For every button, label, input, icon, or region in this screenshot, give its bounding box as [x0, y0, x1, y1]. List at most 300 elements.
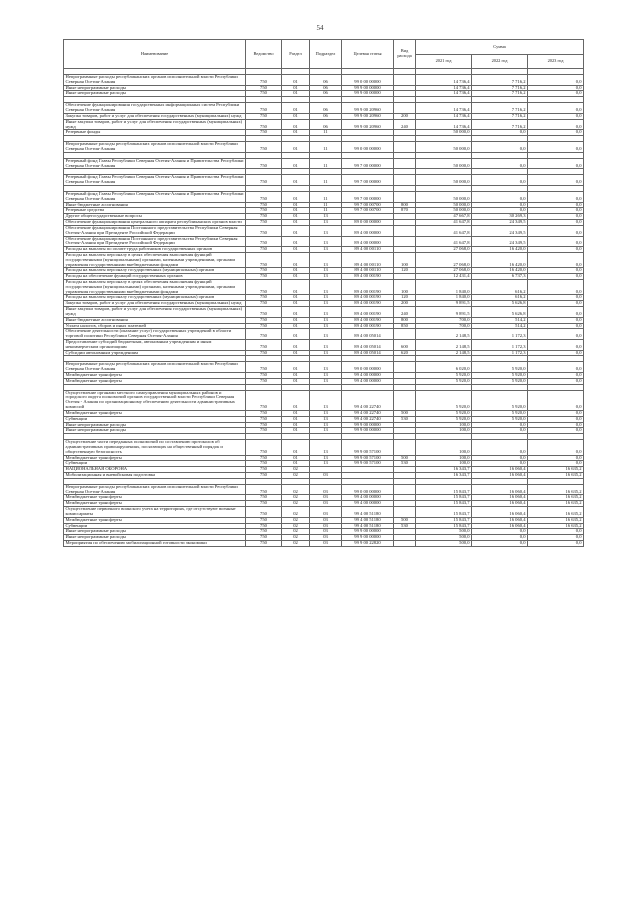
row-sum-2022: 0,0 — [472, 461, 528, 467]
row-name: Резервные фонды — [64, 130, 246, 136]
row-name: Расходы на выплаты персоналу в целях обеспечения выполнения функций государственными (муниципальными) органами, казенными учреждениями, органами управления государственными внебюджетными фондами — [64, 252, 246, 267]
row-sum-2023: 0,0 — [528, 91, 584, 97]
row-section: 01 — [282, 268, 310, 274]
row-name: Осуществление первичного воинского учета на территориях, где отсутствуют военные комиссариаты — [64, 507, 246, 518]
row-subsection: 13 — [310, 317, 342, 323]
row-section: 01 — [282, 142, 310, 153]
row-sum-2023: 0,0 — [528, 113, 584, 119]
row-sum-2022: 5 920,0 — [472, 390, 528, 410]
row-name: Межбюджетные трансферты — [64, 410, 246, 416]
row-sum-2021: 9 891,5 — [416, 301, 472, 307]
row-ministry: 750 — [246, 428, 282, 434]
row-sum-2022: 616,2 — [472, 280, 528, 295]
row-ministry: 750 — [246, 323, 282, 329]
row-sum-2022: 5 920,0 — [472, 373, 528, 379]
row-subsection: 06 — [310, 119, 342, 130]
row-sum-2023: 0,0 — [528, 220, 584, 226]
row-sum-2022: 1 172,3 — [472, 329, 528, 340]
row-sum-2022: 16 060,4 — [472, 484, 528, 495]
row-section: 02 — [282, 467, 310, 473]
row-section: 02 — [282, 529, 310, 535]
row-name: Уплата налогов, сборов и иных платежей — [64, 323, 246, 329]
header-year-2023: 2023 год — [528, 55, 584, 69]
row-sum-2021: 100,0 — [416, 455, 472, 461]
row-sum-2021: 41 647,8 — [416, 236, 472, 247]
header-ministry: Ведомство — [246, 40, 282, 69]
row-section: 01 — [282, 214, 310, 220]
row-sum-2023: 0,0 — [528, 535, 584, 541]
row-section: 01 — [282, 247, 310, 253]
row-section: 01 — [282, 220, 310, 226]
row-sum-2023: 0,0 — [528, 214, 584, 220]
row-expense-type — [394, 362, 416, 373]
row-subsection: 13 — [310, 410, 342, 416]
row-sum-2021: 50 000,0 — [416, 142, 472, 153]
header-name: Наименование — [64, 40, 246, 69]
row-section: 01 — [282, 202, 310, 208]
row-target: 89 4 00 05014 — [342, 350, 394, 356]
row-name: Межбюджетные трансферты — [64, 373, 246, 379]
row-subsection: 13 — [310, 329, 342, 340]
row-sum-2023: 0,0 — [528, 119, 584, 130]
row-sum-2021: 47 667,8 — [416, 214, 472, 220]
row-subsection: 13 — [310, 274, 342, 280]
row-section: 01 — [282, 307, 310, 318]
row-target: 99 7 00 00700 — [342, 208, 394, 214]
row-sum-2023: 0,0 — [528, 416, 584, 422]
row-sum-2023: 0,0 — [528, 422, 584, 428]
row-ministry: 750 — [246, 119, 282, 130]
row-sum-2023: 16 635,2 — [528, 517, 584, 523]
row-name: Иные непрограммные расходы — [64, 535, 246, 541]
row-name: Мобилизационная и вневойсковая подготовка — [64, 473, 246, 479]
row-name: Межбюджетные трансферты — [64, 455, 246, 461]
row-subsection: 13 — [310, 440, 342, 455]
row-subsection: 03 — [310, 495, 342, 501]
row-target: 99 9 00 00000 — [342, 91, 394, 97]
row-subsection: 03 — [310, 535, 342, 541]
row-sum-2021: 5 920,0 — [416, 390, 472, 410]
row-subsection: 13 — [310, 323, 342, 329]
row-sum-2022: 514,2 — [472, 323, 528, 329]
row-name: Расходы на выплаты персоналу в целях обеспечения выполнения функций государственными (муниципальными) органами, казенными учреждениями, органами управления государственными внебюджетными фондами — [64, 280, 246, 295]
row-name: Другие общегосударственные вопросы — [64, 214, 246, 220]
row-sum-2023: 0,0 — [528, 142, 584, 153]
row-sum-2021: 100,0 — [416, 461, 472, 467]
row-name: Межбюджетные трансферты — [64, 495, 246, 501]
row-sum-2023: 0,0 — [528, 339, 584, 350]
row-section: 02 — [282, 495, 310, 501]
row-section: 01 — [282, 362, 310, 373]
row-sum-2021: 15 843,7 — [416, 501, 472, 507]
row-expense-type: 530 — [394, 523, 416, 529]
row-ministry: 750 — [246, 236, 282, 247]
row-sum-2023: 16 635,2 — [528, 467, 584, 473]
row-target: 99 9 00 22820 — [342, 540, 394, 546]
row-ministry: 750 — [246, 317, 282, 323]
row-sum-2022: 16 420,0 — [472, 247, 528, 253]
row-target: 99 4 00 22740 — [342, 390, 394, 410]
row-sum-2021: 14 736,4 — [416, 91, 472, 97]
row-ministry: 750 — [246, 85, 282, 91]
row-subsection: 11 — [310, 202, 342, 208]
header-section: Раздел — [282, 40, 310, 69]
row-section: 01 — [282, 295, 310, 301]
row-sum-2022: 0,0 — [472, 208, 528, 214]
row-sum-2023: 0,0 — [528, 175, 584, 186]
row-subsection: 03 — [310, 517, 342, 523]
budget-table — [63, 39, 584, 547]
row-target: 99 0 00 00000 — [342, 484, 394, 495]
row-name: Обеспечение функционирования Постоянного представительства Республики Северная Осетия-Алания при Президенте Российской Федерации — [64, 225, 246, 236]
row-sum-2021: 6 020,0 — [416, 362, 472, 373]
header-subsection: Подраздел — [310, 40, 342, 69]
row-ministry: 750 — [246, 158, 282, 169]
row-section: 01 — [282, 225, 310, 236]
row-name: Иные непрограммные расходы — [64, 422, 246, 428]
row-sum-2023: 0,0 — [528, 323, 584, 329]
row-sum-2021: 27 068,0 — [416, 247, 472, 253]
header-year-2021: 2021 год — [416, 55, 472, 69]
row-expense-type: 620 — [394, 350, 416, 356]
row-section: 01 — [282, 103, 310, 114]
row-subsection: 11 — [310, 192, 342, 203]
row-expense-type — [394, 236, 416, 247]
row-sum-2023: 0,0 — [528, 373, 584, 379]
row-target: 99 9 00 00000 — [342, 85, 394, 91]
row-name: Обеспечение деятельности (оказание услуг) государственных учреждений в области торговой политики Республики Северная Осетия-Алания — [64, 329, 246, 340]
row-section: 01 — [282, 317, 310, 323]
row-section: 01 — [282, 75, 310, 86]
row-ministry: 750 — [246, 523, 282, 529]
row-sum-2022: 0,0 — [472, 428, 528, 434]
row-sum-2022: 7 716,2 — [472, 103, 528, 114]
row-sum-2021: 14 736,4 — [416, 119, 472, 130]
table-row — [64, 440, 584, 455]
row-section: 01 — [282, 113, 310, 119]
row-subsection: 13 — [310, 378, 342, 384]
table-body — [64, 69, 584, 547]
row-target: 99 4 00 00000 — [342, 378, 394, 384]
row-subsection: 13 — [310, 301, 342, 307]
row-ministry: 750 — [246, 362, 282, 373]
row-expense-type: 600 — [394, 339, 416, 350]
row-section: 01 — [282, 339, 310, 350]
row-sum-2021: 16 343,7 — [416, 473, 472, 479]
row-section: 01 — [282, 130, 310, 136]
row-sum-2022: 1 172,3 — [472, 350, 528, 356]
table-row — [64, 252, 584, 267]
row-target: 99 7 00 00700 — [342, 202, 394, 208]
row-target: 99 0 00 00000 — [342, 362, 394, 373]
row-name: Осуществление органами местного самоуправления муниципальных районов и городского округа полномочий органов государственной власти Республики Северная Осетия - Алания по организационному обеспечению деятельности административных комиссий — [64, 390, 246, 410]
row-subsection: 13 — [310, 390, 342, 410]
row-expense-type — [394, 225, 416, 236]
row-name: Иные непрограммные расходы — [64, 428, 246, 434]
row-section: 01 — [282, 428, 310, 434]
row-section: 01 — [282, 158, 310, 169]
row-expense-type — [394, 142, 416, 153]
row-sum-2021: 16 343,7 — [416, 467, 472, 473]
row-expense-type: 500 — [394, 410, 416, 416]
row-sum-2023: 0,0 — [528, 208, 584, 214]
row-sum-2021: 41 647,8 — [416, 225, 472, 236]
row-sum-2021: 50 000,0 — [416, 202, 472, 208]
table-row — [64, 75, 584, 86]
row-sum-2023: 0,0 — [528, 85, 584, 91]
row-expense-type — [394, 158, 416, 169]
row-ministry: 750 — [246, 175, 282, 186]
row-sum-2023: 0,0 — [528, 274, 584, 280]
row-target: 89 4 00 00110 — [342, 268, 394, 274]
row-sum-2023: 16 635,2 — [528, 523, 584, 529]
row-section: 02 — [282, 540, 310, 546]
row-ministry: 750 — [246, 339, 282, 350]
table-row — [64, 119, 584, 130]
row-target: 99 7 00 00000 — [342, 175, 394, 186]
row-target: 89 4 00 00000 — [342, 236, 394, 247]
row-target: 99 7 00 00000 — [342, 192, 394, 203]
row-name: Резервный фонд Главы Республики Северная Осетия-Алания и Правительства Республики Северная Осетия-Алания — [65, 191, 244, 201]
row-section: 01 — [282, 378, 310, 384]
row-section: 01 — [282, 323, 310, 329]
row-ministry: 750 — [246, 467, 282, 473]
row-ministry: 750 — [246, 220, 282, 226]
row-ministry: 750 — [246, 208, 282, 214]
row-name: Непрограммные расходы республиканских органов исполнительной власти Республики Северная Осетия-Алания — [64, 362, 246, 373]
row-ministry: 750 — [246, 247, 282, 253]
row-sum-2021: 14 736,4 — [416, 75, 472, 86]
table-row — [64, 329, 584, 340]
row-section: 01 — [282, 301, 310, 307]
row-sum-2021: 2 148,5 — [416, 339, 472, 350]
row-target: 99 9 00 57100 — [342, 461, 394, 467]
table-row — [64, 142, 584, 153]
row-subsection: 11 — [310, 130, 342, 136]
row-sum-2022: 24 349,5 — [472, 225, 528, 236]
row-sum-2023: 0,0 — [528, 75, 584, 86]
row-name: Обеспечение функционирования Постоянного представительства Республики Северная Осетия-Алания при Президенте Российской Федерации — [64, 236, 246, 247]
row-sum-2023: 0,0 — [528, 130, 584, 136]
table-row — [64, 484, 584, 495]
row-name: Расходы на выплаты по оплате труда работников государственных органов — [64, 247, 246, 253]
row-ministry: 750 — [246, 540, 282, 546]
row-target: 89 4 00 00190 — [342, 317, 394, 323]
row-target: 89 4 00 00190 — [342, 274, 394, 280]
row-sum-2022: 0,0 — [472, 202, 528, 208]
row-expense-type — [394, 540, 416, 546]
row-section: 01 — [282, 440, 310, 455]
row-section: 02 — [282, 517, 310, 523]
row-sum-2021: 100,0 — [416, 422, 472, 428]
row-sum-2021: 14 736,4 — [416, 85, 472, 91]
row-name: Предоставление субсидий бюджетным, автономным учреждениям и иным некоммерческим организациям — [64, 339, 246, 350]
table-row — [64, 507, 584, 518]
row-target: 89 4 00 00190 — [342, 307, 394, 318]
row-sum-2023: 0,0 — [528, 301, 584, 307]
row-expense-type: 200 — [394, 113, 416, 119]
row-sum-2022: 16 060,4 — [472, 501, 528, 507]
row-sum-2022: 0,0 — [472, 529, 528, 535]
row-sum-2022: 6 737,3 — [472, 274, 528, 280]
row-target: 99 4 00 00000 — [342, 501, 394, 507]
row-sum-2021: 100,0 — [416, 440, 472, 455]
row-subsection: 13 — [310, 350, 342, 356]
row-sum-2021: 100,0 — [416, 428, 472, 434]
row-target: 89 4 00 00190 — [342, 295, 394, 301]
row-section: 01 — [282, 85, 310, 91]
row-name: Расходы на выплаты персоналу государственных (муниципальных) органов — [64, 295, 246, 301]
row-sum-2021: 700,0 — [416, 323, 472, 329]
row-ministry: 750 — [246, 507, 282, 518]
header-year-2022: 2022 год — [472, 55, 528, 69]
row-target: 99 9 00 20960 — [342, 113, 394, 119]
row-subsection: 06 — [310, 85, 342, 91]
row-sum-2023: 0,0 — [528, 390, 584, 410]
row-name: Иные закупки товаров, работ и услуг для обеспечения государственных (муниципальных) нужд — [64, 307, 246, 318]
row-subsection: 13 — [310, 461, 342, 467]
row-section: 01 — [282, 175, 310, 186]
row-sum-2023: 0,0 — [528, 307, 584, 318]
row-name: Резервный фонд Главы Республики Северная Осетия-Алания и Правительства Республики Северная Осетия-Алания — [65, 158, 244, 168]
row-ministry: 750 — [246, 535, 282, 541]
row-sum-2022: 7 716,2 — [472, 113, 528, 119]
row-name: Межбюджетные трансферты — [64, 378, 246, 384]
row-sum-2023: 0,0 — [528, 440, 584, 455]
row-sum-2021: 50 000,0 — [416, 208, 472, 214]
row-sum-2023: 0,0 — [528, 202, 584, 208]
row-expense-type: 870 — [394, 208, 416, 214]
row-subsection: 03 — [310, 501, 342, 507]
row-subsection: 13 — [310, 247, 342, 253]
row-ministry: 750 — [246, 142, 282, 153]
row-sum-2022: 7 716,2 — [472, 119, 528, 130]
row-section: 01 — [282, 236, 310, 247]
row-section: 01 — [282, 350, 310, 356]
row-sum-2021: 41 647,8 — [416, 220, 472, 226]
row-expense-type: 530 — [394, 416, 416, 422]
row-subsection: 03 — [310, 507, 342, 518]
row-target: 99 9 00 20960 — [342, 119, 394, 130]
row-target: 89 4 00 00190 — [342, 280, 394, 295]
row-ministry: 750 — [246, 473, 282, 479]
row-name: Межбюджетные трансферты — [64, 501, 246, 507]
row-sum-2023: 16 635,2 — [528, 507, 584, 518]
row-name: Резервные средства — [64, 208, 246, 214]
row-sum-2023: 0,0 — [528, 529, 584, 535]
row-sum-2023: 0,0 — [528, 540, 584, 546]
row-sum-2022: 16 060,4 — [472, 523, 528, 529]
row-sum-2023: 0,0 — [528, 428, 584, 434]
row-target: 99 0 00 00000 — [342, 75, 394, 86]
row-target: 99 9 00 00000 — [342, 535, 394, 541]
row-sum-2022: 5 920,0 — [472, 410, 528, 416]
row-expense-type — [394, 75, 416, 86]
row-subsection: 03 — [310, 523, 342, 529]
row-ministry: 750 — [246, 440, 282, 455]
row-ministry: 750 — [246, 422, 282, 428]
table-row — [64, 540, 584, 546]
row-section: 01 — [282, 410, 310, 416]
row-section: 01 — [282, 280, 310, 295]
row-expense-type — [394, 484, 416, 495]
row-sum-2021: 50 000,0 — [416, 175, 472, 186]
row-target: 99 4 00 51180 — [342, 517, 394, 523]
row-subsection: 11 — [310, 142, 342, 153]
row-name: Субвенции — [64, 416, 246, 422]
row-target: 89 4 00 00190 — [342, 323, 394, 329]
row-sum-2023: 0,0 — [528, 455, 584, 461]
row-section: 01 — [282, 373, 310, 379]
table-row — [64, 307, 584, 318]
row-name: Мероприятия по обеспечению мобилизационной готовности экономики — [64, 540, 246, 546]
row-sum-2021: 15 843,7 — [416, 495, 472, 501]
row-section: 02 — [282, 507, 310, 518]
row-name: Субсидии автономным учреждениям — [64, 350, 246, 356]
row-sum-2021: 15 843,7 — [416, 507, 472, 518]
row-name: Иные непрограммные расходы — [64, 91, 246, 97]
row-sum-2022: 24 349,5 — [472, 220, 528, 226]
row-sum-2022: 5 626,8 — [472, 307, 528, 318]
row-ministry: 750 — [246, 268, 282, 274]
row-expense-type: 120 — [394, 295, 416, 301]
row-expense-type: 800 — [394, 202, 416, 208]
row-subsection: 13 — [310, 252, 342, 267]
row-sum-2021: 14 736,4 — [416, 113, 472, 119]
row-ministry: 750 — [246, 529, 282, 535]
row-ministry: 750 — [246, 103, 282, 114]
row-sum-2022: 16 420,0 — [472, 268, 528, 274]
row-name: Иные бюджетные ассигнования — [64, 317, 246, 323]
row-name: Субвенции — [64, 523, 246, 529]
row-sum-2021: 500,0 — [416, 529, 472, 535]
row-expense-type: 100 — [394, 252, 416, 267]
table-row — [64, 225, 584, 236]
row-expense-type: 240 — [394, 307, 416, 318]
row-expense-type: 500 — [394, 455, 416, 461]
row-name: Непрограммные расходы республиканских органов исполнительной власти Республики Северная Осетия-Алания — [64, 484, 246, 495]
row-ministry: 750 — [246, 390, 282, 410]
row-section: 01 — [282, 119, 310, 130]
row-target: 89 4 00 05014 — [342, 339, 394, 350]
row-sum-2021: 12 431,4 — [416, 274, 472, 280]
row-expense-type — [394, 192, 416, 203]
row-target: 99 9 00 57100 — [342, 455, 394, 461]
row-ministry: 750 — [246, 307, 282, 318]
row-sum-2023: 16 635,2 — [528, 484, 584, 495]
row-name: Расходы на выплаты персоналу государственных (муниципальных) органов — [64, 268, 246, 274]
table-row — [64, 175, 584, 186]
row-expense-type — [394, 440, 416, 455]
row-name: НАЦИОНАЛЬНАЯ ОБОРОНА — [64, 467, 246, 473]
table-row — [64, 103, 584, 114]
row-sum-2021: 9 891,5 — [416, 307, 472, 318]
row-subsection: 11 — [310, 175, 342, 186]
row-name: Иные непрограммные расходы — [64, 85, 246, 91]
row-subsection: 13 — [310, 428, 342, 434]
row-subsection: 06 — [310, 103, 342, 114]
row-sum-2022: 0,0 — [472, 192, 528, 203]
row-sum-2021: 50 000,0 — [416, 130, 472, 136]
row-ministry: 750 — [246, 280, 282, 295]
row-section: 01 — [282, 91, 310, 97]
row-name: Иные бюджетные ассигнования — [64, 202, 246, 208]
row-expense-type — [394, 329, 416, 340]
row-section: 02 — [282, 523, 310, 529]
row-ministry: 750 — [246, 75, 282, 86]
row-ministry: 750 — [246, 192, 282, 203]
row-sum-2023: 0,0 — [528, 378, 584, 384]
